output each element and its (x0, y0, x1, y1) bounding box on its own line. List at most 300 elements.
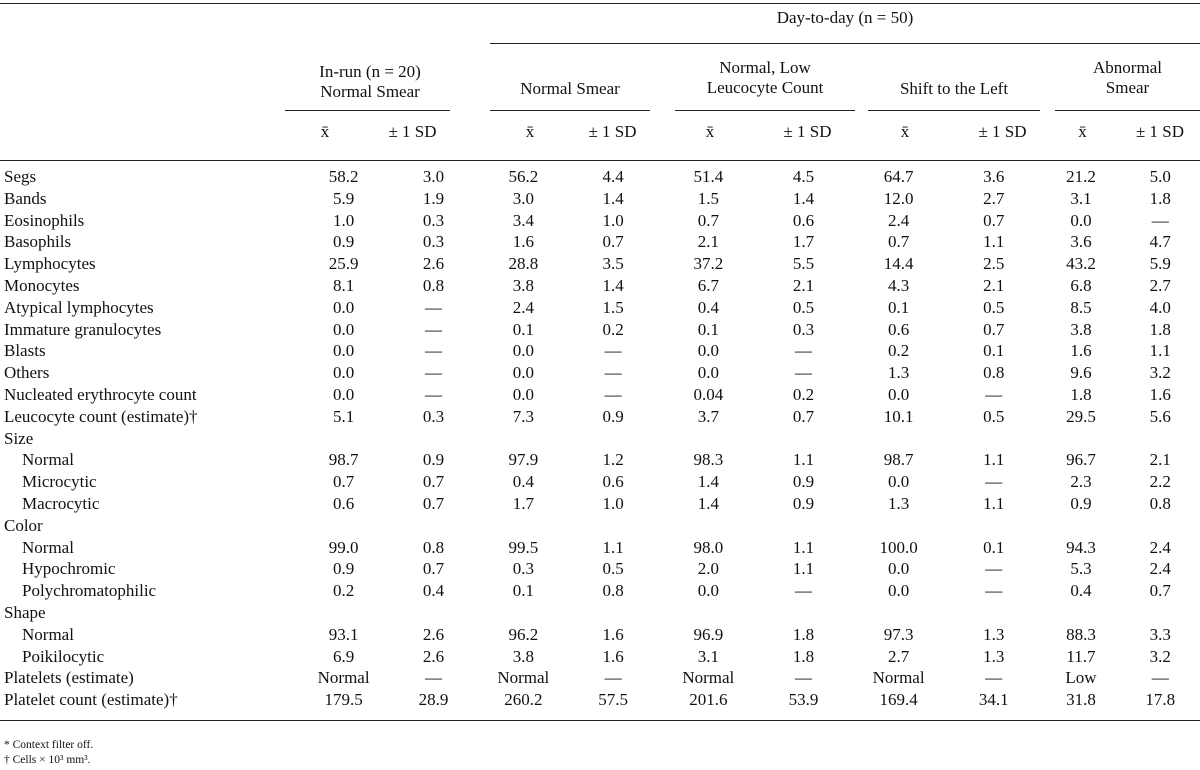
mean-cell: 5.3 (1070, 559, 1092, 579)
sd-cell: 0.3 (422, 210, 445, 230)
table-row (0, 667, 1200, 689)
sd-cell: 2.1 (983, 275, 1005, 295)
mean-cell: Normal (872, 668, 925, 688)
table-row (0, 384, 1200, 406)
mean-cell (481, 428, 566, 450)
sd-cell: — (985, 668, 1003, 688)
sd-cell: — (424, 668, 442, 688)
inrun-header-line1: In-run (n = 20) (319, 62, 421, 81)
mean-cell: 56.2 (508, 167, 539, 186)
mean-cell: 6.8 (1070, 275, 1092, 295)
sd-cell: 0.7 (422, 493, 445, 513)
mean-cell: 0.0 (1070, 210, 1092, 230)
mean-cell: 2.4 (887, 210, 910, 230)
mean-cell: 1.4 (697, 472, 719, 492)
mean-cell: 0.9 (332, 232, 355, 252)
mean-cell: 4.3 (887, 275, 910, 295)
sd-cell: 1.3 (983, 646, 1005, 666)
mean-cell: 0.1 (512, 319, 534, 339)
mean-cell (1041, 428, 1120, 450)
mean-cell: 1.0 (332, 210, 355, 230)
mean-cell: 0.0 (332, 297, 355, 317)
mean-cell: 9.6 (1070, 363, 1092, 383)
mean-cell: 0.0 (697, 341, 719, 361)
mean-cell: 260.2 (504, 690, 543, 710)
table-row (0, 602, 1200, 624)
sd-cell: 3.5 (602, 254, 624, 274)
sd-cell: 4.0 (1149, 297, 1171, 317)
sd-cell: 1.6 (1149, 384, 1171, 404)
sd-cell: 0.3 (422, 406, 445, 426)
row-label: Bands (4, 188, 47, 208)
mean-cell: 98.0 (693, 537, 724, 557)
mean-cell: 3.0 (512, 188, 534, 208)
sd-cell: 0.9 (792, 493, 815, 513)
sd-cell: 5.6 (1149, 406, 1171, 426)
mean-cell: 0.9 (1070, 493, 1092, 513)
sd-cell: 0.5 (983, 406, 1005, 426)
sd-cell: 53.9 (788, 690, 819, 710)
day-to-day-rule (490, 43, 1200, 44)
row-label: Atypical lymphocytes (4, 297, 154, 317)
mean-cell: 0.0 (332, 363, 355, 383)
sd-cell: 0.8 (1149, 493, 1171, 513)
table-row (0, 537, 1200, 559)
sd-cell: — (985, 581, 1003, 601)
table-row (0, 188, 1200, 210)
mean-cell: 0.2 (887, 341, 910, 361)
sd-cell: 5.9 (1149, 254, 1171, 274)
sd-cell: 1.1 (983, 450, 1005, 470)
sd-cell: 0.3 (792, 319, 815, 339)
sd-cell: — (794, 341, 812, 361)
sd-cell: — (1151, 668, 1169, 688)
table-body (0, 166, 1200, 711)
sd-cell: 0.7 (422, 559, 445, 579)
sd-cell: — (985, 384, 1003, 404)
sd-cell (566, 602, 661, 624)
sd-cell: — (424, 384, 442, 404)
row-label: Basophils (4, 232, 72, 252)
mean-cell: 7.3 (512, 406, 534, 426)
mean-cell: 0.0 (697, 581, 719, 601)
sd-cell: — (424, 319, 442, 339)
mean-cell: 2.3 (1070, 472, 1092, 492)
mean-cell: 2.1 (697, 232, 719, 252)
abnormal-header (1055, 58, 1200, 98)
mean-cell: 3.1 (1070, 188, 1092, 208)
top-rule (0, 3, 1200, 4)
sd-cell: — (424, 341, 442, 361)
sd-cell (946, 428, 1041, 450)
table-row (0, 406, 1200, 428)
table-row (0, 558, 1200, 580)
sd-cell: 0.8 (422, 275, 445, 295)
sd-cell (756, 515, 851, 537)
sd-cell: 0.6 (602, 472, 624, 492)
abnormal-header-line1: Abnormal (1093, 58, 1162, 77)
sd-cell: 0.6 (792, 210, 815, 230)
row-label: Size (4, 428, 34, 448)
mean-cell: 0.6 (887, 319, 910, 339)
shift-left-mean-header: x̄ (900, 122, 910, 141)
mean-cell (301, 515, 386, 537)
sd-cell: 1.4 (602, 188, 624, 208)
sd-cell: — (424, 363, 442, 383)
data-table (0, 166, 1200, 711)
row-label: Platelet count (estimate)† (4, 690, 178, 710)
sd-cell (1121, 515, 1200, 537)
mean-cell (851, 602, 946, 624)
abnormal-mean-header: x̄ (1078, 122, 1087, 141)
day-to-day-header: Day-to-day (n = 50) (776, 8, 914, 27)
row-label: Shape (4, 602, 46, 622)
table-row (0, 297, 1200, 319)
mean-cell: 1.4 (697, 493, 719, 513)
sd-cell: 1.1 (792, 537, 815, 557)
mean-cell: 169.4 (879, 690, 918, 710)
inrun-header (285, 62, 455, 102)
sd-cell (386, 428, 481, 450)
mean-cell: 201.6 (689, 690, 728, 710)
mean-cell: 8.1 (332, 275, 355, 295)
table-row (0, 471, 1200, 493)
mean-cell: 3.8 (512, 275, 534, 295)
table-row (0, 428, 1200, 450)
mean-cell: 0.2 (332, 581, 355, 601)
sd-cell: — (794, 668, 812, 688)
mean-cell: 6.7 (697, 275, 719, 295)
mean-cell: 98.7 (328, 450, 359, 470)
sd-cell: 2.1 (1149, 450, 1171, 470)
shift-left-rule (868, 110, 1040, 111)
mean-cell: 88.3 (1066, 624, 1096, 644)
sd-cell: — (985, 559, 1003, 579)
sd-cell: 28.9 (418, 690, 449, 710)
sd-cell: 5.0 (1149, 167, 1171, 186)
footnote-cells-unit: † Cells × 10³ mm³. (4, 754, 91, 766)
mean-cell: 100.0 (879, 537, 918, 557)
mean-cell: 8.5 (1070, 297, 1092, 317)
mean-cell: 98.3 (693, 450, 724, 470)
row-label: Segs (4, 167, 37, 186)
sd-cell: 3.6 (983, 167, 1005, 186)
mean-cell: Low (1065, 668, 1097, 688)
sd-cell: 0.5 (983, 297, 1005, 317)
sd-cell: 1.1 (983, 493, 1005, 513)
sd-cell: 0.2 (792, 384, 815, 404)
sd-cell: 0.1 (983, 341, 1005, 361)
row-label: Eosinophils (4, 210, 85, 230)
mean-cell: Normal (317, 668, 370, 688)
mean-cell: 3.1 (697, 646, 719, 666)
abnormal-rule (1055, 110, 1200, 111)
sd-cell: 1.0 (602, 493, 624, 513)
mean-cell: 37.2 (693, 254, 724, 274)
mean-cell: 0.0 (332, 384, 355, 404)
mean-cell (1041, 515, 1120, 537)
mean-cell: 64.7 (883, 167, 914, 186)
mean-cell: 0.0 (332, 319, 355, 339)
mean-cell: 0.4 (1070, 581, 1092, 601)
mean-cell: 11.7 (1066, 646, 1096, 666)
sd-cell (756, 428, 851, 450)
row-label: Normal (22, 624, 74, 644)
sd-cell: 5.5 (792, 254, 815, 274)
sd-cell: 0.7 (792, 406, 815, 426)
sd-cell: 1.6 (602, 646, 624, 666)
sd-cell (1121, 428, 1200, 450)
sd-cell: 0.7 (422, 472, 445, 492)
mean-cell: 1.8 (1070, 384, 1092, 404)
sd-cell: 2.6 (422, 624, 445, 644)
mean-cell: 0.4 (512, 472, 534, 492)
sd-cell: — (604, 341, 622, 361)
mean-cell: 96.2 (508, 624, 539, 644)
sd-cell: 1.5 (602, 297, 624, 317)
mean-cell: 5.9 (332, 188, 355, 208)
low-wbc-sd-header: ± 1 SD (783, 122, 832, 141)
table-row (0, 253, 1200, 275)
mean-cell: 0.4 (697, 297, 719, 317)
sd-cell: 3.2 (1149, 646, 1171, 666)
mean-cell: 58.2 (328, 167, 359, 186)
sd-cell (566, 428, 661, 450)
sd-cell: 1.4 (602, 275, 624, 295)
sd-cell: 2.7 (983, 188, 1005, 208)
row-label: Normal (22, 537, 74, 557)
low-wbc-header-line1: Normal, Low (719, 58, 811, 77)
row-label: Blasts (4, 341, 46, 361)
sd-cell: 1.4 (792, 188, 815, 208)
mean-cell (851, 515, 946, 537)
row-label: Nucleated erythrocyte count (4, 384, 197, 404)
inrun-sd-header: ± 1 SD (388, 122, 437, 141)
mean-cell: 0.0 (512, 341, 534, 361)
mean-cell: 21.2 (1066, 167, 1096, 186)
table-row (0, 646, 1200, 668)
sd-cell (946, 515, 1041, 537)
sd-cell: 0.5 (602, 559, 624, 579)
low-wbc-rule (675, 110, 855, 111)
row-label: Immature granulocytes (4, 319, 162, 339)
sd-cell: 1.1 (1149, 341, 1171, 361)
mean-cell: 1.3 (887, 493, 910, 513)
mean-cell (301, 602, 386, 624)
normal-smear-rule (490, 110, 650, 111)
sd-cell (386, 515, 481, 537)
sd-cell: 1.1 (792, 559, 815, 579)
table-row (0, 362, 1200, 384)
row-label: Poikilocytic (22, 646, 105, 666)
table-row (0, 449, 1200, 471)
sd-cell: 2.7 (1149, 275, 1171, 295)
normal-smear-mean-header: x̄ (525, 122, 535, 141)
sd-cell: 1.1 (983, 232, 1005, 252)
sd-cell: 0.9 (422, 450, 445, 470)
sd-cell: 2.6 (422, 646, 445, 666)
table-row (0, 166, 1200, 188)
mean-cell: 0.6 (332, 493, 355, 513)
mean-cell: 99.0 (328, 537, 359, 557)
mean-cell: 5.1 (332, 406, 355, 426)
table-row (0, 210, 1200, 232)
mean-cell: 0.04 (693, 384, 724, 404)
mean-cell: 25.9 (328, 254, 359, 274)
mean-cell: 3.8 (1070, 319, 1092, 339)
sd-cell: 0.7 (1149, 581, 1171, 601)
sd-cell: 0.9 (792, 472, 815, 492)
sd-cell: 0.3 (422, 232, 445, 252)
sd-cell: 3.2 (1149, 363, 1171, 383)
sd-cell: 4.4 (602, 167, 624, 186)
shift-left-header: Shift to the Left (899, 79, 1009, 98)
mean-cell (1041, 602, 1120, 624)
sd-cell: 0.4 (422, 581, 445, 601)
mean-cell: 97.9 (508, 450, 539, 470)
mean-cell: 29.5 (1066, 406, 1096, 426)
mean-cell: 51.4 (693, 167, 724, 186)
mean-cell: 3.8 (512, 646, 534, 666)
row-label: Others (4, 363, 50, 383)
mean-cell: 0.3 (512, 559, 534, 579)
sd-cell: 0.5 (792, 297, 815, 317)
sd-cell: 34.1 (978, 690, 1009, 710)
mean-cell: 0.0 (887, 559, 910, 579)
sd-cell: 0.2 (602, 319, 624, 339)
mean-cell: 2.4 (512, 297, 534, 317)
inrun-header-line2: Normal Smear (320, 82, 420, 101)
sd-cell: 0.8 (602, 581, 624, 601)
sd-cell: 0.7 (983, 210, 1005, 230)
table-row (0, 689, 1200, 711)
sd-cell: 1.8 (792, 624, 815, 644)
mean-cell: 0.0 (887, 384, 910, 404)
sd-cell: 2.4 (1149, 559, 1171, 579)
row-label: Polychromatophilic (22, 581, 157, 601)
mean-cell: 31.8 (1066, 690, 1096, 710)
table-row (0, 515, 1200, 537)
mean-cell: 28.8 (508, 254, 539, 274)
sd-cell: 1.3 (983, 624, 1005, 644)
mean-cell: 1.5 (697, 188, 719, 208)
row-label: Microcytic (22, 472, 97, 492)
mean-cell: 2.0 (697, 559, 719, 579)
sd-cell: 1.2 (602, 450, 624, 470)
mean-cell: Normal (497, 668, 550, 688)
sd-cell: 0.7 (983, 319, 1005, 339)
mean-cell: 10.1 (883, 406, 914, 426)
mean-cell: 0.1 (512, 581, 534, 601)
table-row (0, 493, 1200, 515)
inrun-rule (285, 110, 450, 111)
mean-cell: 0.0 (887, 581, 910, 601)
mean-cell: 0.0 (887, 472, 910, 492)
row-label: Color (4, 515, 43, 535)
low-wbc-header (675, 58, 855, 98)
mean-cell: 1.6 (1070, 341, 1092, 361)
mean-cell (661, 602, 756, 624)
row-label: Leucocyte count (estimate)† (4, 406, 198, 426)
mean-cell: 0.9 (332, 559, 355, 579)
mean-cell: Normal (682, 668, 735, 688)
abnormal-sd-header: ± 1 SD (1135, 122, 1185, 141)
mean-cell: 43.2 (1066, 254, 1096, 274)
mean-cell: 0.0 (512, 363, 534, 383)
table-row (0, 580, 1200, 602)
header-bottom-rule (0, 160, 1200, 161)
sd-cell: 17.8 (1145, 690, 1176, 710)
normal-smear-sd-header: ± 1 SD (588, 122, 637, 141)
row-label: Hypochromic (22, 559, 116, 579)
mean-cell: 179.5 (324, 690, 363, 710)
mean-cell: 2.7 (887, 646, 910, 666)
shift-left-sd-header: ± 1 SD (978, 122, 1027, 141)
row-label: Platelets (estimate) (4, 668, 134, 688)
sd-cell: 1.8 (792, 646, 815, 666)
table-bottom-rule (0, 720, 1200, 721)
sd-cell (386, 602, 481, 624)
sd-cell (756, 602, 851, 624)
sd-cell: — (794, 363, 812, 383)
sd-cell (566, 515, 661, 537)
row-label: Normal (22, 450, 74, 470)
mean-cell: 0.1 (887, 297, 910, 317)
sd-cell: 0.8 (422, 537, 445, 557)
row-label: Lymphocytes (4, 254, 96, 274)
sd-cell: 1.9 (422, 188, 445, 208)
table-row (0, 319, 1200, 341)
mean-cell (481, 515, 566, 537)
row-label: Macrocytic (22, 493, 100, 513)
mean-cell: 0.7 (887, 232, 910, 252)
table-row (0, 275, 1200, 297)
mean-cell: 94.3 (1066, 537, 1096, 557)
sd-cell: — (1151, 210, 1169, 230)
mean-cell: 12.0 (883, 188, 914, 208)
mean-cell: 1.7 (512, 493, 534, 513)
sd-cell (1121, 602, 1200, 624)
sd-cell: 0.8 (983, 363, 1005, 383)
sd-cell: 1.1 (792, 450, 815, 470)
table-row (0, 624, 1200, 646)
low-wbc-mean-header: x̄ (705, 122, 715, 141)
mean-cell: 3.6 (1070, 232, 1092, 252)
mean-cell (481, 602, 566, 624)
mean-cell: 0.0 (512, 384, 534, 404)
mean-cell: 0.0 (697, 363, 719, 383)
sd-cell: 1.8 (1149, 188, 1171, 208)
sd-cell: 57.5 (598, 690, 629, 710)
sd-cell: 2.5 (983, 254, 1005, 274)
sd-cell: 3.3 (1149, 624, 1171, 644)
row-label: Monocytes (4, 275, 80, 295)
sd-cell: 1.7 (792, 232, 815, 252)
sd-cell: 0.9 (602, 406, 624, 426)
inrun-mean-header: x̄ (320, 122, 330, 141)
mean-cell: 6.9 (332, 646, 355, 666)
mean-cell: 96.7 (1066, 450, 1096, 470)
sd-cell: 1.1 (602, 537, 624, 557)
sd-cell: — (794, 581, 812, 601)
sd-cell: 2.6 (422, 254, 445, 274)
sd-cell: 1.0 (602, 210, 624, 230)
mean-cell (301, 428, 386, 450)
mean-cell: 0.7 (332, 472, 355, 492)
mean-cell (661, 515, 756, 537)
mean-cell (661, 428, 756, 450)
sd-cell: 0.7 (602, 232, 624, 252)
